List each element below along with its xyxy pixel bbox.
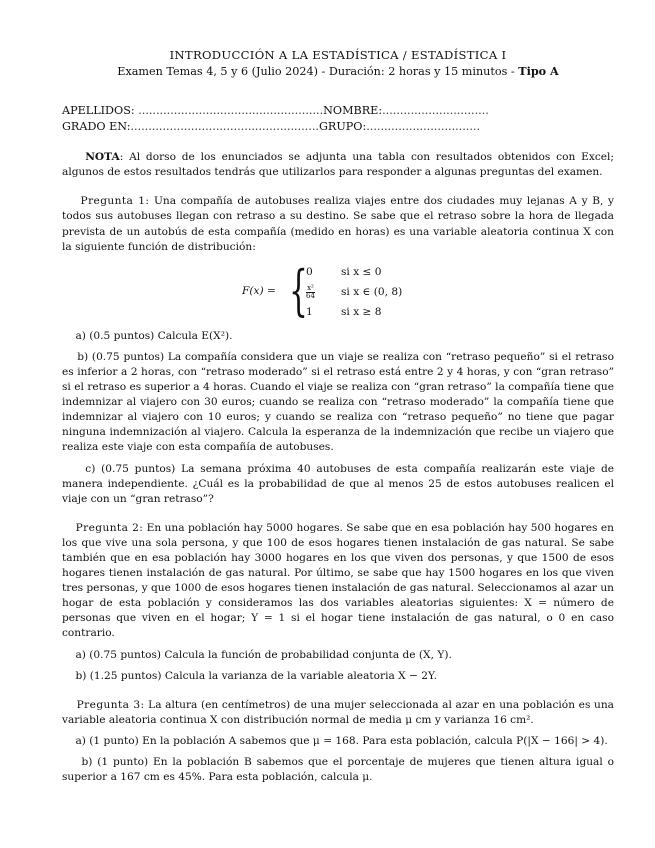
fraction-denominator: 64 <box>306 291 315 300</box>
question-1c-label: c) (0.75 puntos) <box>85 462 176 475</box>
question-3b <box>62 755 614 785</box>
nombre-field[interactable]: .............................. <box>382 104 489 118</box>
question-3 <box>62 698 614 728</box>
case-3-condition: si x ≥ 8 <box>341 305 382 318</box>
exam-page <box>62 48 614 785</box>
case-1-value: 0 <box>306 265 313 278</box>
subtitle-text: Examen Temas 4, 5 y 6 (Julio 2024) - Duración: 2 horas y 15 minutos - <box>117 65 519 79</box>
grupo-field[interactable]: ................................ <box>366 119 481 133</box>
question-2b <box>62 669 614 684</box>
note-text: : Al dorso de los enunciados se adjunta una tabla con resultados obtenidos con Excel; algunos de estos resultados tendrás que utilizarlos para responder a algunas preguntas del examen. <box>62 151 614 179</box>
question-1b <box>62 350 614 456</box>
nombre-label: NOMBRE: <box>323 104 383 118</box>
note-paragraph <box>62 150 614 180</box>
question-3b-text: En la población B sabemos que el porcentaje de mujeres que tienen altura igual o superior a 167 cm es 45%. Para esta población, calcula μ. <box>62 756 614 784</box>
case-2-condition: si x ∈ (0, 8) <box>341 285 403 298</box>
formula-lhs: F(x) = <box>242 284 276 297</box>
question-1c-text: La semana próxima 40 autobuses de esta compañía realizarán este viaje de manera independiente. ¿Cuál es la probabilidad de que al menos 25 de estos autobuses realicen el viaje con un “gran retraso”? <box>62 462 614 505</box>
question-1b-text: La compañía considera que un viaje se realiza con “retraso pequeño” si el retraso es inferior a 2 horas, con “retraso moderado” si el retraso está entre 2 y 4 horas, y con “gran retraso” si el retraso es superior a 4 horas. Cuando el viaje se realiza con “gran retraso” la compañía tiene que indemnizar al viajero con 30 euros; cuando se realiza con “retraso moderado” la compañía tiene que indemnizar al viajero con 10 euros; y cuando se realiza con “retraso pequeño” no tiene que pagar ninguna indemnización al viajero. Calcula la esperanza de la indemnización que recibe un viajero que realiza este viaje con esta compañía de autobuses. <box>62 350 614 454</box>
question-1a-label: a) (0.5 puntos) <box>75 329 155 342</box>
question-3a-text: En la población A sabemos que μ = 168. Para esta población, calcula P(|X − 166| > 4). <box>138 734 608 747</box>
question-1b-label: b) (0.75 puntos) <box>77 350 165 363</box>
distribution-function <box>62 258 614 323</box>
fields-row-2 <box>62 119 614 135</box>
fraction-numerator: x² <box>307 283 314 292</box>
question-1a <box>62 329 614 344</box>
question-2a <box>62 648 614 663</box>
question-3a <box>62 734 614 749</box>
case-3-value: 1 <box>306 305 313 318</box>
question-2-label: Pregunta 2: <box>75 521 144 534</box>
question-1 <box>62 194 614 254</box>
question-1-label: Pregunta 1: <box>80 195 150 208</box>
exam-subtitle <box>62 64 614 79</box>
student-fields <box>62 103 614 134</box>
question-2 <box>62 521 614 642</box>
exam-type: Tipo A <box>518 64 559 79</box>
grado-field[interactable]: ..................................................... <box>130 119 319 133</box>
question-3-label: Pregunta 3: <box>76 698 145 711</box>
apellidos-field[interactable]: .................................................... <box>138 104 324 118</box>
apellidos-label: APELLIDOS: <box>62 104 135 118</box>
question-1-text: Una compañía de autobuses realiza viajes entre dos ciudades muy lejanas A y B, y todos sus autobuses llegan con retraso a su destino. Se sabe que el retraso sobre la hora de llegada prevista de un autobús de esta compañía (medido en horas) es una variable aleatoria continua X con la siguiente función de distribución: <box>62 195 614 253</box>
question-1a-text: Calcula E(X²). <box>154 329 233 342</box>
question-2b-label: b) (1.25 puntos) <box>75 669 162 682</box>
fraction <box>306 285 315 300</box>
question-2b-text: Calcula la varianza de la variable aleatoria X − 2Y. <box>161 669 438 682</box>
exam-title: INTRODUCCIÓN A LA ESTADÍSTICA / ESTADÍSTICA I <box>169 48 507 62</box>
question-2-text: En una población hay 5000 hogares. Se sabe que en esa población hay 500 hogares en los que vive una sola persona, y que 100 de esos hogares tienen instalación de gas natural. Se sabe también que en esa población hay 3000 hogares en los que viven dos personas, y que 1500 de esos hogares tienen instalación de gas natural. Por último, se sabe que hay 1500 hogares en los que viven tres personas, y que 1000 de esos hogares tienen instalación de gas natural. Seleccionamos al azar un hogar de esta población y consideramos las dos variables aleatorias siguientes: X = número de personas que viven en el hogar; Y = 1 si el hogar tiene instalación de gas natural, o 0 en caso contrario. <box>62 521 614 640</box>
case-2-value <box>306 285 315 301</box>
question-2a-label: a) (0.75 puntos) <box>75 648 162 661</box>
formula-brace: { <box>289 258 308 322</box>
question-3a-label: a) (1 punto) <box>75 734 139 747</box>
question-1c <box>62 462 614 507</box>
question-2a-text: Calcula la función de probabilidad conjunta de (X, Y). <box>161 648 452 661</box>
question-3b-label: b) (1 punto) <box>81 756 149 768</box>
note-label: NOTA <box>85 151 120 164</box>
question-3-text: La altura (en centímetros) de una mujer seleccionada al azar en una población es una variable aleatoria continua X con distribución normal de media μ cm y varianza 16 cm². <box>62 698 615 726</box>
grado-label: GRADO EN: <box>62 119 131 133</box>
grupo-label: GRUPO: <box>318 119 367 133</box>
case-1-condition: si x ≤ 0 <box>341 265 382 278</box>
fields-row-1 <box>62 103 614 119</box>
